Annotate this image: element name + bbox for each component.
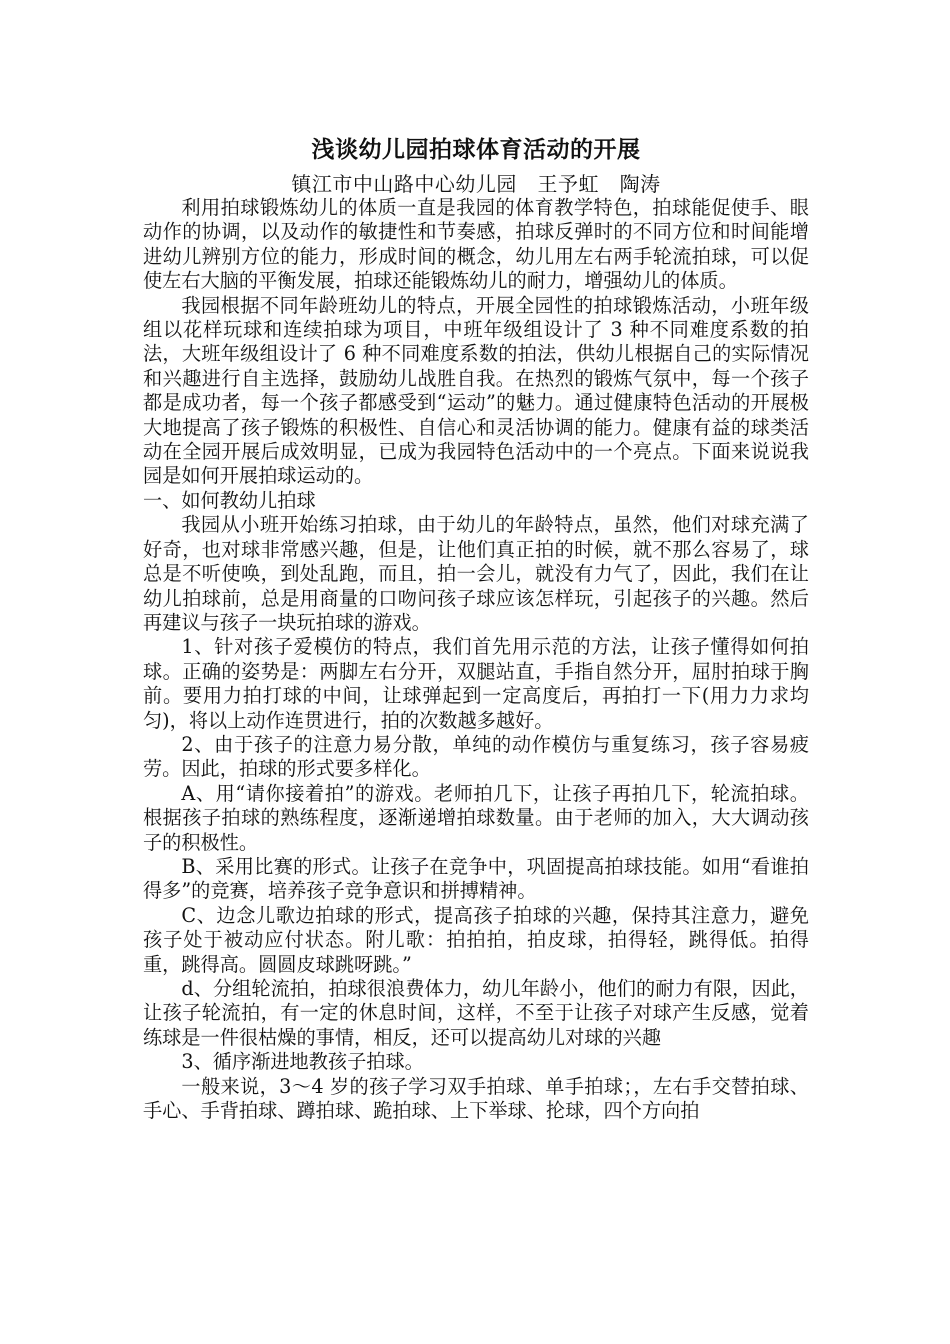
section-heading: 一、如何教幼儿拍球 (143, 488, 316, 512)
document-body (143, 134, 809, 1123)
paragraph: 3、循序渐进地教孩子拍球。 (181, 1050, 424, 1074)
paragraph: 一般来说，3～4 岁的孩子学习双手拍球、单手拍球；，左右手交替拍球、手心、手背拍球、蹲拍球、跪拍球、上下举球、抡球，四个方向拍 (143, 1074, 809, 1123)
paragraph: 利用拍球锻炼幼儿的体质一直是我园的体育教学特色，拍球能促使手、眼动作的协调，以及动作的敏捷性和节奏感，拍球反弹时的不同方位和时间能增进幼儿辨别方位的能力，形成时间的概念，幼儿用左右两手轮流拍球，可以促使左右大脑的平衡发展，拍球还能锻炼幼儿的耐力，增强幼儿的体质。 (143, 196, 809, 293)
paragraph: 我园从小班开始练习拍球，由于幼儿的年龄特点，虽然，他们对球充满了好奇，也对球非常感兴趣，但是，让他们真正拍的时候，就不那么容易了，球总是不听使唤，到处乱跑，而且，拍一会儿，就没有力气了，因此，我们在让幼儿拍球前，总是用商量的口吻问孩子球应该怎样玩，引起孩子的兴趣。然后再建议与孩子一块玩拍球的游戏。 (143, 513, 809, 634)
paragraph: 我园根据不同年龄班幼儿的特点，开展全园性的拍球锻炼活动，小班年级组以花样玩球和连续拍球为项目，中班年级组设计了 3 种不同难度系数的拍法，大班年级组设计了 6 种不同难度系数的拍法，供幼儿根据自己的实际情况和兴趣进行自主选择，鼓励幼儿战胜自我。在热烈的锻炼气氛中，每一个孩子都是成功者，每一个孩子都感受到“运动”的魅力。通过健康特色活动的开展极大地提高了孩子锻炼的积极性、自信心和灵活协调的能力。健康有益的球类活动在全园开展后成效明显，已成为我园特色活动中的一个亮点。下面来说说我园是如何开展拍球运动的。 (143, 293, 809, 488)
paragraph: 2、由于孩子的注意力易分散，单纯的动作模仿与重复练习，孩子容易疲劳。因此，拍球的形式要多样化。 (143, 732, 809, 781)
paragraph: A、用“请你接着拍”的游戏。老师拍几下，让孩子再拍几下，轮流拍球。根据孩子拍球的熟练程度，逐渐递增拍球数量。由于老师的加入，大大调动孩子的积极性。 (143, 781, 809, 854)
paragraph: C、边念儿歌边拍球的形式，提高孩子拍球的兴趣，保持其注意力，避免孩子处于被动应付状态。附儿歌：拍拍拍，拍皮球，拍得轻，跳得低。拍得重，跳得高。圆圆皮球跳呀跳。” (143, 903, 809, 976)
paragraph: 1、针对孩子爱模仿的特点，我们首先用示范的方法，让孩子懂得如何拍球。正确的姿势是：两脚左右分开，双腿站直，手指自然分开，屈肘拍球于胸前。要用力拍打球的中间，让球弹起到一定高度后，再拍打一下(用力力求均匀)，将以上动作连贯进行，拍的次数越多越好。 (143, 635, 809, 732)
document-title: 浅谈幼儿园拍球体育活动的开展 (311, 136, 641, 163)
paragraph: B、采用比赛的形式。让孩子在竞争中，巩固提高拍球技能。如用“看谁拍得多”的竞赛，培养孩子竞争意识和拼搏精神。 (143, 854, 809, 903)
document-author: 镇江市中山路中心幼儿园 王予虹 陶涛 (291, 172, 661, 196)
paragraph: d、分组轮流拍，拍球很浪费体力，幼儿年龄小，他们的耐力有限，因此，让孩子轮流拍，有一定的休息时间，这样，不至于让孩子对球产生反感，觉着练球是一件很枯燥的事情，相反，还可以提高幼儿对球的兴趣 (143, 977, 809, 1049)
